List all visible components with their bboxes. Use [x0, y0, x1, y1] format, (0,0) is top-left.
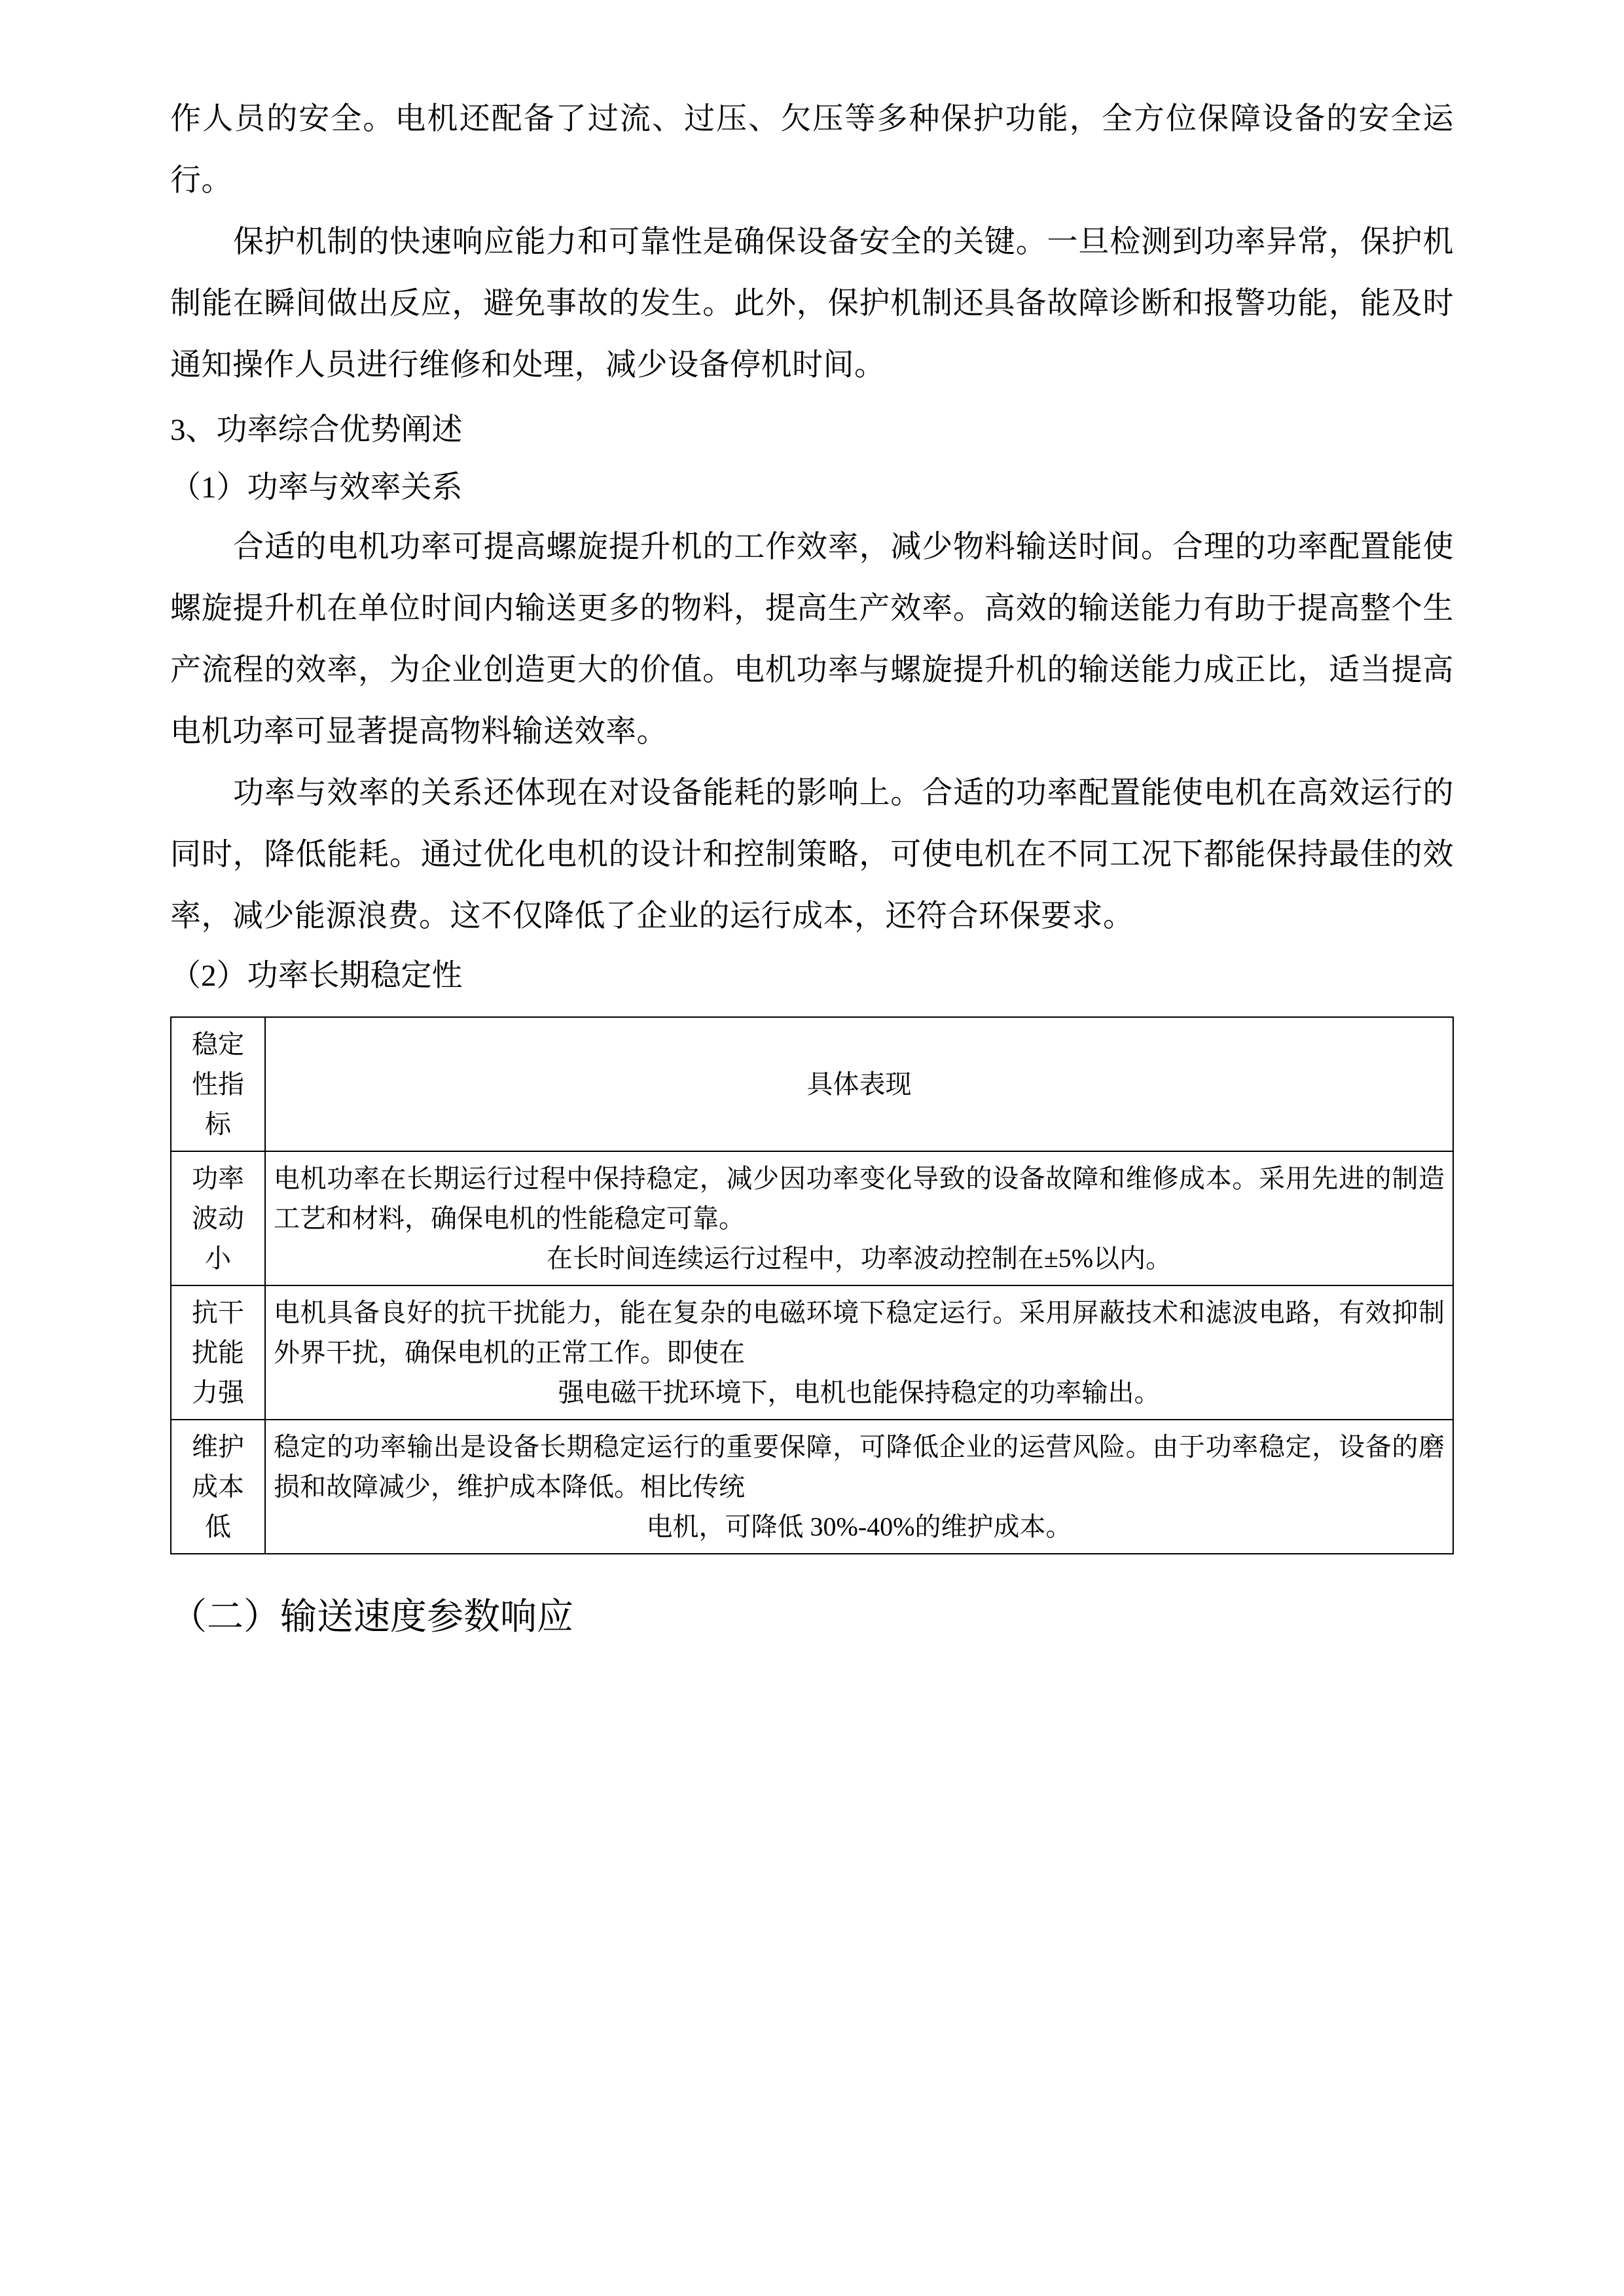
table-cell-indicator: 抗干扰能力强 — [171, 1285, 265, 1420]
paragraph-efficiency-2: 功率与效率的关系还体现在对设备能耗的影响上。合适的功率配置能使电机在高效运行的同时，降低能耗。通过优化电机的设计和控制策略，可使电机在不同工况下都能保持最佳的效率，减少能源浪费。这不仅降低了企业的运行成本，还符合环保要求。 — [170, 776, 1454, 933]
heading-subsection-2: （2）功率长期稳定性 — [170, 959, 463, 993]
detail-last-line: 强电磁干扰环境下，电机也能保持稳定的功率输出。 — [558, 1378, 1161, 1407]
spacer — [170, 396, 1454, 401]
table-cell-indicator: 维护成本低 — [171, 1420, 265, 1554]
detail-last-line: 电机，可降低 30%-40%的维护成本。 — [646, 1512, 1072, 1541]
paragraph-efficiency-1: 合适的电机功率可提高螺旋提升机的工作效率，减少物料输送时间。合理的功率配置能使螺旋提升机在单位时间内输送更多的物料，提高生产效率。高效的输送能力有助于提高整个生产流程的效率，为企业创造更大的价值。电机功率与螺旋提升机的输送能力成正比，适当提高电机功率可显著提高物料输送效率。 — [170, 530, 1454, 749]
table-cell-detail — [265, 1285, 1453, 1420]
detail-main-text: 电机功率在长期运行过程中保持稳定，减少因功率变化导致的设备故障和维修成本。采用先进的制造工艺和材料，确保电机的性能稳定可靠。 — [274, 1164, 1445, 1233]
table-header-detail: 具体表现 — [265, 1017, 1453, 1151]
table-row — [171, 1285, 1453, 1420]
table-row — [171, 1420, 1453, 1554]
table-cell-detail — [265, 1420, 1453, 1554]
detail-main-text: 电机具备良好的抗干扰能力，能在复杂的电磁环境下稳定运行。采用屏蔽技术和滤波电路，有效抑制外界干扰，确保电机的正常工作。即使在 — [274, 1298, 1445, 1367]
detail-last-line: 在长时间连续运行过程中，功率波动控制在±5%以内。 — [546, 1244, 1172, 1273]
paragraph-safety: 作人员的安全。电机还配备了过流、过压、欠压等多种保护功能，全方位保障设备的安全运行。 — [170, 102, 1454, 198]
heading-section-3: 3、功率综合优势阐述 — [170, 413, 463, 447]
table-header-row — [171, 1017, 1453, 1151]
paragraph-protection: 保护机制的快速响应能力和可靠性是确保设备安全的关键。一旦检测到功率异常，保护机制能在瞬间做出反应，避免事故的发生。此外，保护机制还具备故障诊断和报警功能，能及时通知操作人员进行维修和处理，减少设备停机时间。 — [170, 225, 1454, 382]
table-header-indicator: 稳定性指标 — [171, 1017, 265, 1151]
heading-subsection-1: （1）功率与效率关系 — [170, 471, 463, 505]
detail-main-text: 稳定的功率输出是设备长期稳定运行的重要保障，可降低企业的运营风险。由于功率稳定，设备的磨损和故障减少，维护成本降低。相比传统 — [274, 1432, 1445, 1501]
heading-section-2: （二）输送速度参数响应 — [170, 1597, 573, 1638]
spacer — [170, 1554, 1454, 1571]
table-cell-detail — [265, 1151, 1453, 1285]
table-cell-indicator: 功率波动小 — [171, 1151, 265, 1285]
table-row — [171, 1151, 1453, 1285]
stability-table — [170, 1016, 1454, 1554]
